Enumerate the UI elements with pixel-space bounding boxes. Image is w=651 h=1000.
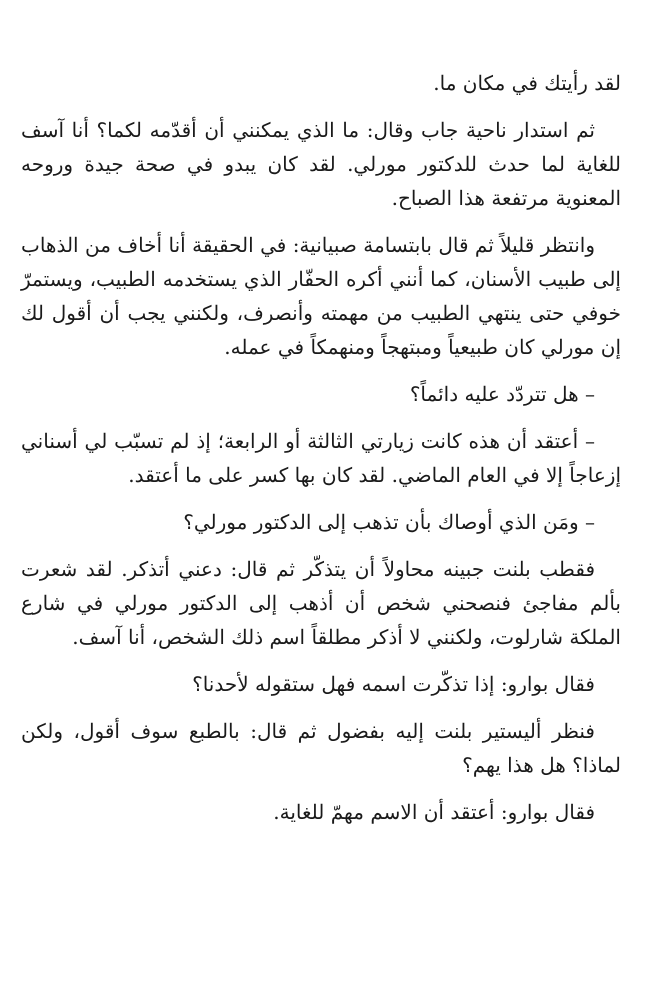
paragraph: وانتظر قليلاً ثم قال بابتسامة صبيانية: في الحقيقة أنا أخاف من الذهاب إلى طبيب الأسنان، كما أنني أكره الحفّار الذي يستخدمه الطبيب، ويستمرّ خوفي حتى ينتهي الطبيب من مهمته وأنصرف، ولكنني يجب أن أقول لك إن مورلي كان طبيعياً ومبتهجاً ومنهمكاً في عمله. (21, 233, 621, 359)
paragraph: فنظر أليستير بلنت إليه بفضول ثم قال: بالطبع سوف أقول، ولكن لماذا؟ هل هذا يهم؟ (21, 719, 621, 777)
dialogue-line: – ومَن الذي أوصاك بأن تذهب إلى الدكتور مورلي؟ (183, 510, 595, 534)
dialogue-line: – هل تتردّد عليه دائماً؟ (409, 382, 595, 406)
paragraph: فقال بوارو: إذا تذكّرت اسمه فهل ستقوله لأحدنا؟ (192, 672, 595, 696)
paragraph: فقال بوارو: أعتقد أن الاسم مهمّ للغاية. (273, 800, 595, 824)
paragraph: لقد رأيتك في مكان ما. (433, 71, 621, 95)
paragraph: فقطب بلنت جبينه محاولاً أن يتذكّر ثم قال: دعني أتذكر. لقد شعرت بألم مفاجئ فنصحني شخص أن أذهب إلى الدكتور مورلي في شارع الملكة شارلوت، ولكنني لا أذكر مطلقاً اسم ذلك الشخص، أنا آسف. (21, 557, 621, 649)
paragraph: ثم استدار ناحية جاب وقال: ما الذي يمكنني أن أقدّمه لكما؟ أنا آسف للغاية لما حدث للدكتور مورلي. لقد كان يبدو في صحة جيدة وروحه المعنوية مرتفعة هذا الصباح. (21, 118, 621, 210)
dialogue-line: – أعتقد أن هذه كانت زيارتي الثالثة أو الرابعة؛ إذ لم تسبّب لي أسناني إزعاجاً إلا في العام الماضي. لقد كان بها كسر على ما أعتقد. (21, 429, 621, 487)
body-text (21, 66, 621, 842)
